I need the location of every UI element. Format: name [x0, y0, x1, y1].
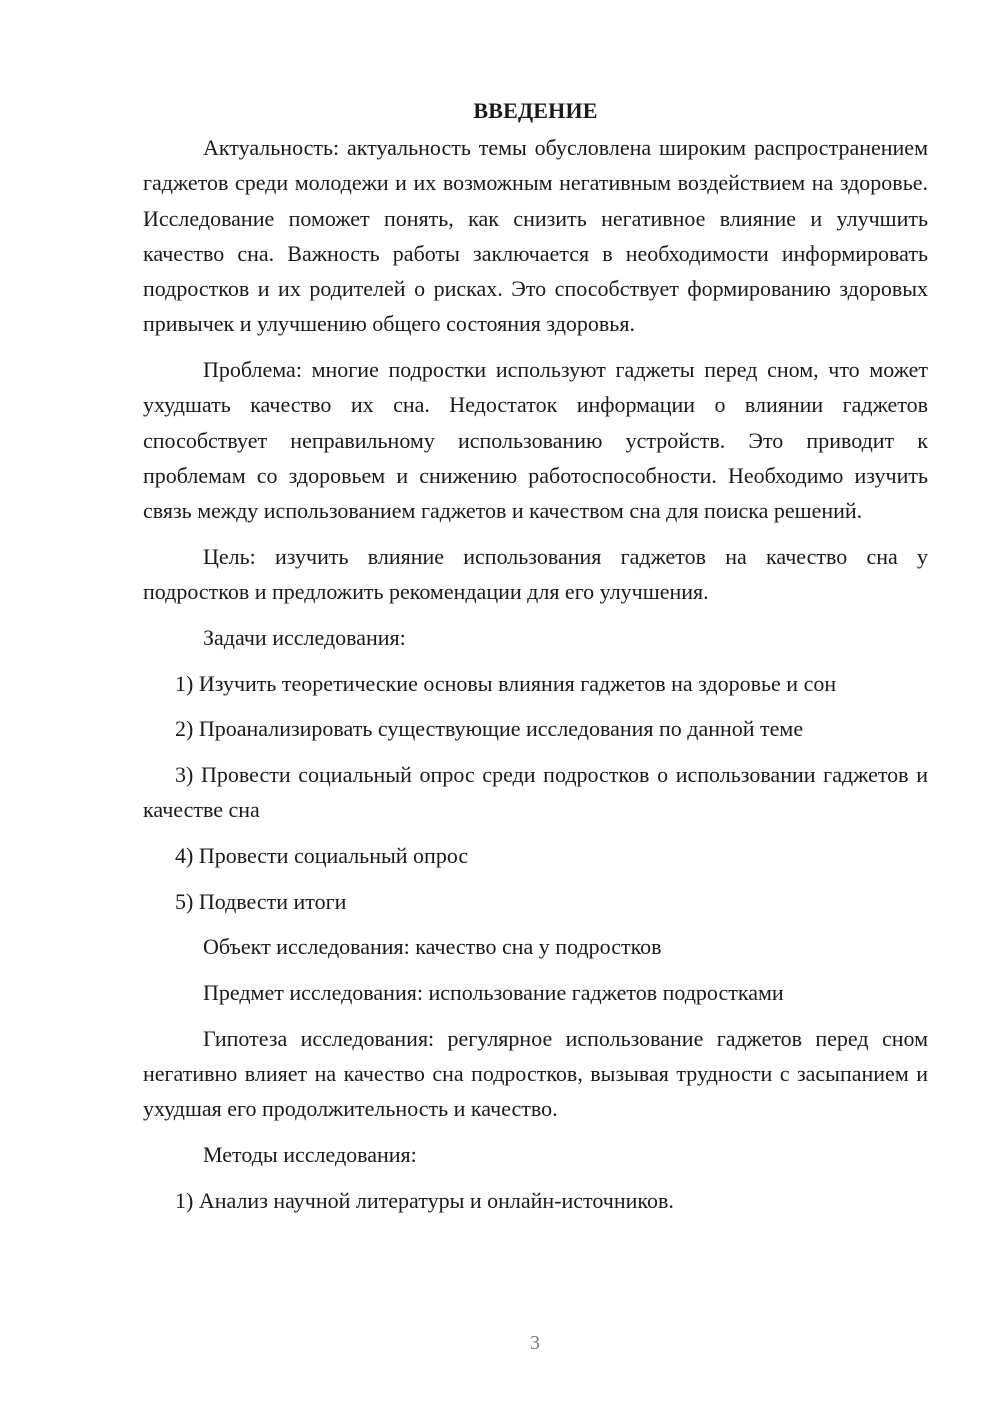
tasks-title: Задачи исследования:	[203, 625, 406, 651]
problem-paragraph: Проблема: многие подростки используют гаджеты перед сном, что может ухудшать качество их сна. Недостаток информации о влиянии гаджетов способствует неправильному использованию устройств. Это приводит к проблемам со здоровьем и снижению работоспособности. Необходимо изучить связь между использованием гаджетов и качеством сна для поиска решений.	[143, 357, 928, 524]
task-item-4: 4) Провести социальный опрос	[175, 843, 469, 869]
research-object: Объект исследования: качество сна у подростков	[203, 934, 662, 960]
document-page	[143, 96, 928, 1228]
research-subject: Предмет исследования: использование гаджетов подростками	[203, 980, 784, 1006]
section-heading: ВВЕДЕНИЕ	[473, 98, 598, 123]
methods-title: Методы исследования:	[203, 1142, 417, 1168]
task-item-2: 2) Проанализировать существующие исследования по данной теме	[175, 716, 804, 742]
task-item-3: 3) Провести социальный опрос среди подростков о использовании гаджетов и качестве сна	[143, 762, 928, 823]
hypothesis-paragraph: Гипотеза исследования: регулярное использование гаджетов перед сном негативно влияет на качество сна подростков, вызывая трудности с засыпанием и ухудшая его продолжительность и качество.	[143, 1025, 928, 1122]
page-number: 3	[530, 1332, 540, 1354]
method-item-1: 1) Анализ научной литературы и онлайн-источников.	[175, 1187, 674, 1213]
relevance-paragraph: Актуальность: актуальность темы обусловлена широким распространением гаджетов среди молодежи и их возможным негативным воздействием на здоровье. Исследование поможет понять, как снизить негативное влияние и улучшить качество сна. Важность работы заключается в необходимости информировать подростков и их родителей о рисках. Это способствует формированию здоровых привычек и улучшению общего состояния здоровья.	[143, 135, 928, 337]
task-item-1: 1) Изучить теоретические основы влияния гаджетов на здоровье и сон	[175, 670, 837, 696]
goal-paragraph: Цель: изучить влияние использования гаджетов на качество сна у подростков и предложить рекомендации для его улучшения.	[143, 544, 928, 605]
task-item-5: 5) Подвести итоги	[175, 888, 347, 914]
